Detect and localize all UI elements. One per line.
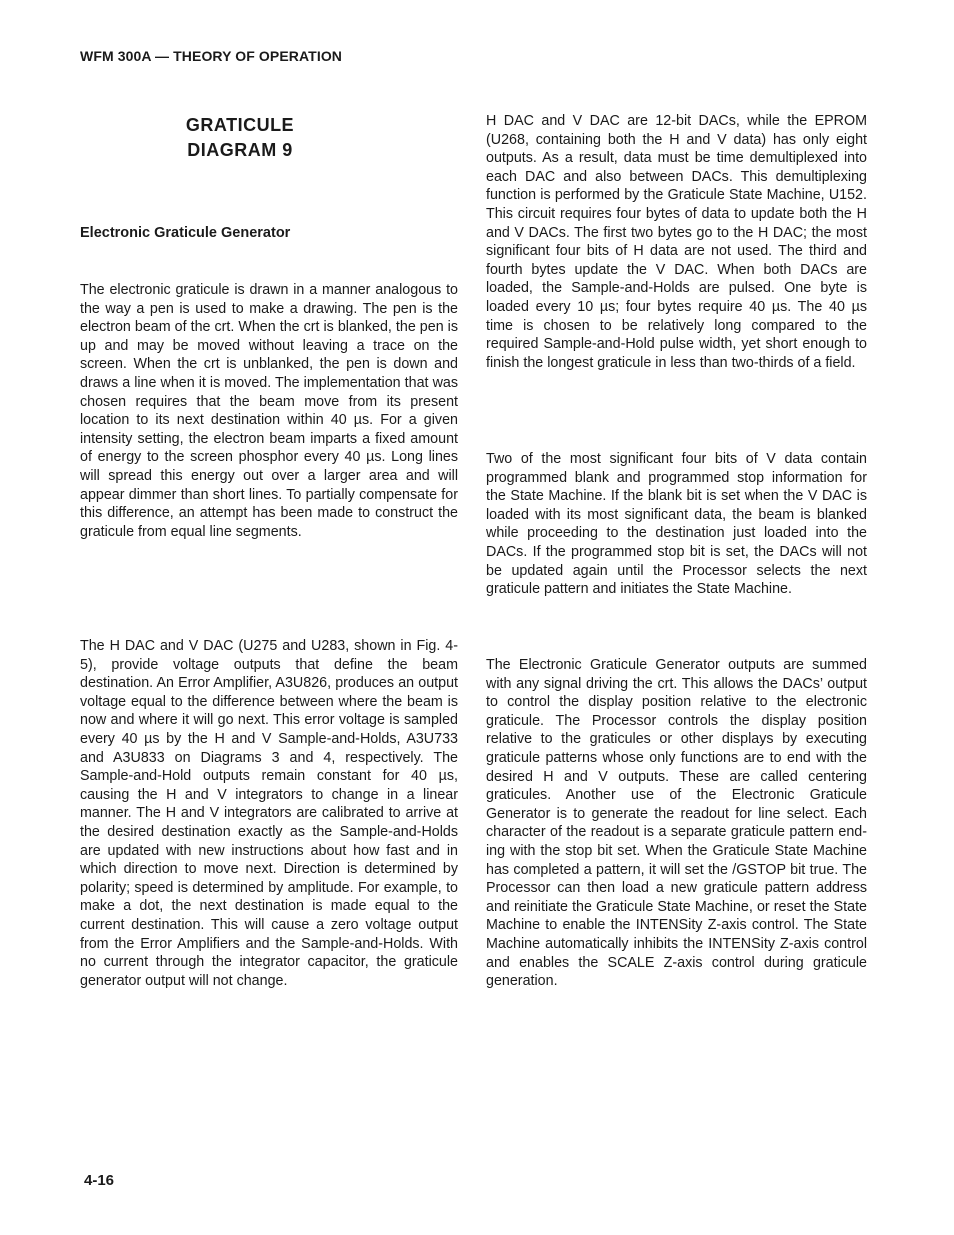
page-number: 4-16	[84, 1172, 115, 1189]
running-header: WFM 300A — THEORY OF OPERATION	[80, 48, 343, 64]
section-title-line-1: GRATICULE	[185, 115, 295, 135]
section-title	[80, 113, 400, 163]
section-subheading: Electronic Graticule Generator	[80, 225, 291, 241]
right-paragraph-1: H DAC and V DAC are 12-bit DACs, while the EPROM (U268, containing both the H and V data) has only eight outputs. As a result, data must be time demultiplexed into each DAC and also between DACs. This demultiplexing function is performed by the Graticule State Machine, U152. This circuit requires four bytes of data to update both the H and V DACs. The first two bytes go to the H DAC; the most significant four bits of H data are not used. The third and fourth bytes update the V DAC. When both DACs are loaded, the Sample-and-Holds are pulsed. One byte is loaded every 10 µs; four bytes require 40 µs. The 40 µs time is chosen to be relatively long compared to the required Sample-and-Hold pulse width, yet short enough to finish the longest graticule in less than two-thirds of a field.	[486, 113, 867, 371]
left-paragraph-1: The electronic graticule is drawn in a manner analogous to the way a pen is used to make a drawing. The pen is the electron beam of the crt. When the crt is blanked, the pen is up and may be moved without leaving a trace on the screen. When the crt is unblanked, the pen is down and draws a line when it is moved. The implementation that was chosen requires that the beam move from its present location to its next destination within 40 µs. For a given intensity setting, the electron beam imparts a fixed amount of energy to the screen phosphor every 40 µs. Long lines will spread this energy out over a larger area and will appear dimmer than short lines. To partially compensate for this difference, an attempt has been made to construct the graticule from equal line segments.	[80, 282, 458, 540]
right-paragraph-2: Two of the most significant four bits of V data contain programmed blank and programmed stop information for the State Machine. If the blank bit is set when the V DAC is loaded with its most significant data, the beam is blanked while proceeding to the destination just loaded into the DACs. If the programmed stop bit is set, the DACs will not be updated again until the Processor selects the next graticule pattern and initiates the State Machine.	[486, 451, 867, 598]
left-paragraph-2: The H DAC and V DAC (U275 and U283, shown in Fig. 4-5), provide voltage outputs that define the beam destination. An Error Amplifier, A3U826, produces an output voltage equal to the difference between where the beam is now and where it will go next. This error voltage is sampled every 40 µs by the H and V Sample-and-Holds, A3U733 and A3U833 on Diagrams 3 and 4, respectively. The Sample-and-Hold outputs remain constant for 40 µs, causing the H and V integrators to change in a linear manner. The H and V integrators are calibrated to arrive at the desired destination exactly as the Sample-and-Holds are updated with new instructions about how fast and in which direction to move next. Direction is determined by polarity; speed is determined by amplitude. For example, to make a dot, the next destination is made equal to the current destination. This will cause a zero voltage output from the Error Amplifiers and the Sample-and-Holds. With no current through the integrator capacitor, the graticule generator output will not change.	[80, 638, 458, 989]
section-title-line-2: DIAGRAM 9	[187, 140, 293, 160]
right-paragraph-3: The Electronic Graticule Generator outputs are summed with any signal driving the crt. This allows the DACs’ output to control the display position relative to the electronic graticule. The Processor controls the display position relative to the graticules or other displays by executing graticule patterns whose only functions are to end with the desired H and V outputs. These are called centering graticules. Another use of the Electronic Graticule Generator is to generate the readout for line select. Each character of the readout is a separate graticule pattern ending with the stop bit set. When the Graticule State Machine has completed a pattern, it will set the /GSTOP bit true. The Processor can then load a new graticule pattern address and reinitiate the Graticule State Machine, or reset the State Machine to enable the INTENSity Z-axis control. The State Machine automatically inhibits the INTENSity Z-axis control and enables the SCALE Z-axis control during graticule generation.	[486, 657, 867, 990]
